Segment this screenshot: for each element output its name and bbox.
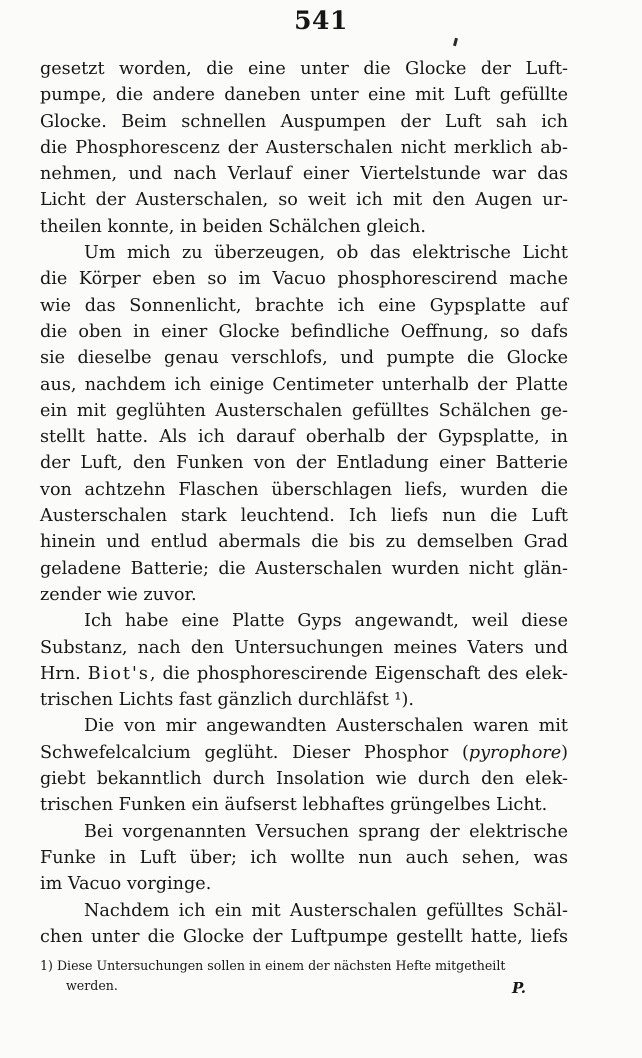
text-line: trischen Lichts fast gänzlich durchläfst ¹).: [40, 690, 414, 711]
text-line: aus, nachdem ich einige Centimeter unterhalb der Platte: [40, 374, 568, 395]
text-line: hinein und entlud abermals die bis zu demselben Grad: [40, 532, 568, 553]
text-fragment: , die phosphorescirende Eigenschaft des elek-: [149, 663, 568, 684]
text-fragment: Hrn.: [40, 663, 88, 684]
italic-term: pyrophore: [468, 742, 562, 763]
text-line: stellt hatte. Als ich darauf oberhalb der Gypsplatte, in: [40, 427, 568, 448]
text-line: Substanz, nach den Untersuchungen meines Vaters und: [40, 637, 568, 658]
text-line: Austerschalen stark leuchtend. Ich liefs nun die Luft: [40, 506, 568, 527]
spaced-name: Biot's: [87, 663, 150, 684]
text-line: sie dieselbe genau verschlofs, und pumpte die Glocke: [40, 348, 568, 369]
text-line: Licht der Austerschalen, so weit ich mit den Augen ur-: [40, 190, 568, 211]
text-line: im Vacuo vorginge.: [40, 874, 212, 895]
text-line: nehmen, und nach Verlauf einer Viertelstunde war das: [40, 164, 568, 185]
text-line: trischen Funken ein äufserst lebhaftes grüngelbes Licht.: [40, 795, 548, 816]
paragraph-start: Die von mir angewandten Austerschalen waren mit: [84, 716, 568, 737]
text-line: wie das Sonnenlicht, brachte ich eine Gypsplatte auf: [40, 295, 568, 316]
text-line: der Luft, den Funken von der Entladung einer Batterie: [40, 453, 568, 474]
footnote-text: Diese Untersuchungen sollen in einem der nächsten Hefte mitgetheilt: [56, 958, 506, 973]
paragraph-start: Bei vorgenannten Versuchen sprang der elektrische: [84, 821, 568, 842]
scan-mark: [453, 38, 458, 47]
text-line: die oben in einer Glocke befindliche Oeffnung, so dafs: [40, 321, 568, 342]
page-number: 541: [294, 6, 348, 35]
text-line: gesetzt worden, die eine unter die Glocke der Luft-: [40, 59, 568, 79]
paragraph-start: Um mich zu überzeugen, ob das elektrische Licht: [84, 243, 568, 264]
footnote-line: werden.: [66, 978, 118, 993]
footnote: [40, 956, 568, 996]
text-line-with-italic: [40, 740, 568, 766]
text-line: pumpe, die andere daneben unter eine mit Luft gefüllte: [40, 85, 568, 106]
paragraph-start: Ich habe eine Platte Gyps angewandt, weil diese: [84, 611, 568, 632]
body-text: [40, 56, 568, 950]
footnote-marker: 1): [40, 958, 53, 973]
text-line-with-name: [40, 661, 568, 687]
text-line: ein mit geglühten Austerschalen gefülltes Schälchen ge-: [40, 400, 568, 421]
paragraph-start: Nachdem ich ein mit Austerschalen gefülltes Schäl-: [84, 900, 568, 921]
footnote-signature: P.: [511, 979, 526, 997]
text-line: Funke in Luft über; ich wollte nun auch sehen, was: [40, 847, 568, 868]
text-line: giebt bekanntlich durch Insolation wie durch den elek-: [40, 769, 568, 790]
text-fragment: Schwefelcalcium geglüht. Dieser Phosphor (: [40, 742, 469, 763]
text-fragment: ): [561, 742, 568, 763]
text-line: zender wie zuvor.: [40, 584, 197, 605]
text-line: die Phosphorescenz der Austerschalen nicht merklich ab-: [40, 137, 568, 158]
footnote-line: [40, 956, 568, 976]
text-line: chen unter die Glocke der Luftpumpe gestellt hatte, liefs: [40, 926, 568, 947]
text-line: Glocke. Beim schnellen Auspumpen der Luft sah ich: [40, 111, 568, 132]
text-line: die Körper eben so im Vacuo phosphorescirend mache: [40, 269, 568, 290]
text-line: theilen konnte, in beiden Schälchen gleich.: [40, 216, 427, 237]
text-line: von achtzehn Flaschen überschlagen liefs, wurden die: [40, 479, 568, 500]
text-line: geladene Batterie; die Austerschalen wurden nicht glän-: [40, 558, 568, 579]
